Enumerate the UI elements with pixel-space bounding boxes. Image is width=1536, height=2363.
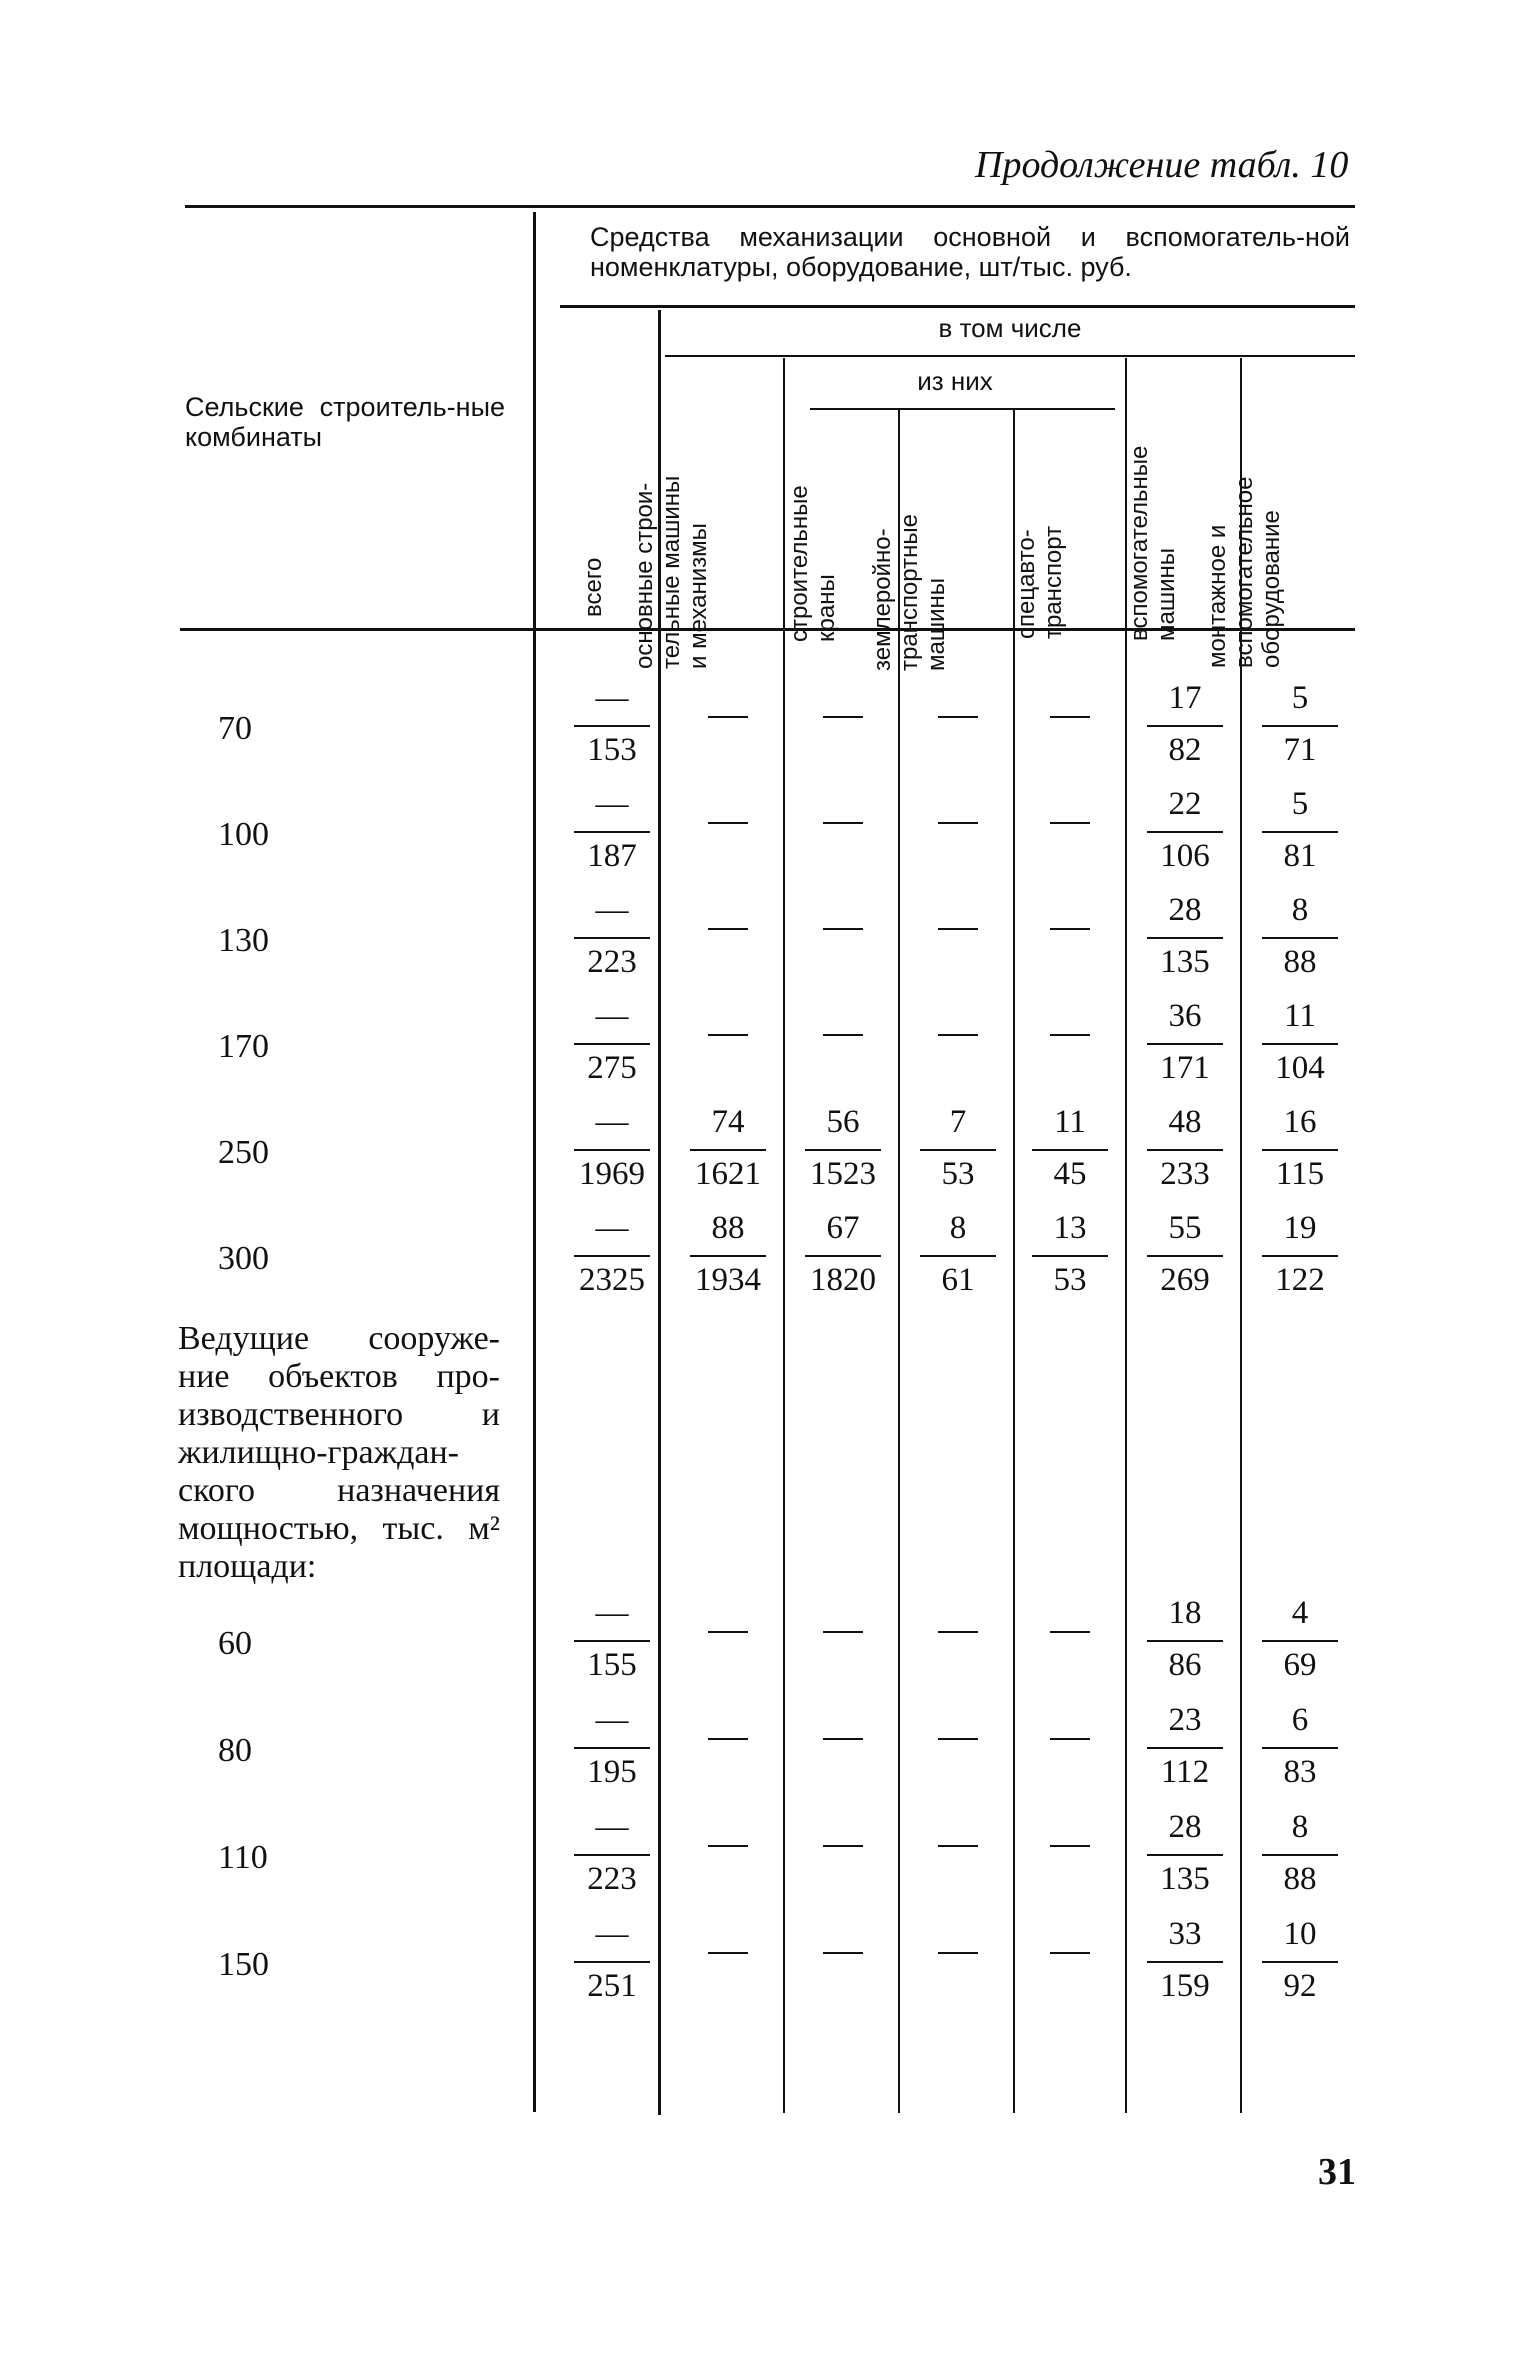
cell-zemle xyxy=(898,998,1018,1098)
fraction-denominator: 135 xyxy=(1160,1861,1210,1897)
main-header: Средства механизации основной и вспомогатель-ной номенклатуры, оборудование, шт/тыс. руб. xyxy=(590,222,1350,282)
col-header-krany-l2: краны xyxy=(813,574,840,642)
empty-dash xyxy=(1050,1738,1090,1740)
fraction-denominator: 92 xyxy=(1283,1968,1317,2004)
fraction-denominator: 86 xyxy=(1168,1647,1202,1683)
fraction-denominator: 153 xyxy=(587,732,637,768)
cell-montazh xyxy=(1240,1104,1360,1204)
fraction-numerator: — xyxy=(595,998,629,1034)
fraction-bar xyxy=(574,1747,650,1749)
fraction-denominator: 61 xyxy=(941,1262,975,1298)
cell-vsego xyxy=(552,1210,672,1310)
row-label: 250 xyxy=(218,1134,269,1171)
cell-vsego xyxy=(552,1702,672,1802)
cell-montazh xyxy=(1240,1210,1360,1310)
fraction-numerator: 74 xyxy=(711,1104,745,1140)
fraction-denominator: 269 xyxy=(1160,1262,1210,1298)
fraction-denominator: 2325 xyxy=(579,1262,645,1298)
col-header-osnovnye-l2: тельные машины xyxy=(658,475,685,669)
cell-vsego xyxy=(552,1916,672,2016)
page-number: 31 xyxy=(1318,2151,1356,2193)
empty-dash xyxy=(823,1631,863,1633)
cell-vsego xyxy=(552,786,672,886)
col-header-montazh-l2: вспомогательное xyxy=(1231,476,1258,668)
fraction-numerator: — xyxy=(595,1210,629,1246)
col-header-spec-l1: спецавто- xyxy=(1013,529,1040,639)
cell-vsego xyxy=(552,1595,672,1695)
empty-dash xyxy=(938,1631,978,1633)
fraction-bar xyxy=(1262,1149,1338,1151)
fraction-denominator: 1969 xyxy=(579,1156,645,1192)
fraction-denominator: 115 xyxy=(1275,1156,1325,1192)
fraction-numerator: — xyxy=(595,680,629,716)
fraction-numerator: — xyxy=(595,1916,629,1952)
cell-montazh xyxy=(1240,786,1360,886)
fraction-bar xyxy=(574,831,650,833)
fraction-numerator: 23 xyxy=(1168,1702,1202,1738)
fraction-numerator: 16 xyxy=(1283,1104,1317,1140)
col-header-zemle-l3: машины xyxy=(923,577,950,671)
fraction-denominator: 159 xyxy=(1160,1968,1210,2004)
cell-zemle xyxy=(898,1210,1018,1310)
row-label: 130 xyxy=(218,922,269,959)
fraction-numerator: 28 xyxy=(1168,892,1202,928)
cell-vspom xyxy=(1125,1916,1245,2016)
cell-osnovnye xyxy=(668,1104,788,1204)
empty-dash xyxy=(708,928,748,930)
fraction-bar xyxy=(574,1640,650,1642)
col-header-spec xyxy=(1013,526,1067,639)
empty-dash xyxy=(823,1034,863,1036)
fraction-denominator: 83 xyxy=(1283,1754,1317,1790)
fraction-bar xyxy=(1147,1640,1223,1642)
cell-krany xyxy=(783,1104,903,1204)
cell-montazh xyxy=(1240,1702,1360,1802)
cell-krany xyxy=(783,1809,903,1909)
cell-vspom xyxy=(1125,1210,1245,1310)
fraction-numerator: 18 xyxy=(1168,1595,1202,1631)
empty-dash xyxy=(1050,716,1090,718)
cell-krany xyxy=(783,680,903,780)
fraction-numerator: 67 xyxy=(826,1210,860,1246)
rule-under-v-tom-chisle xyxy=(665,355,1355,357)
fraction-denominator: 195 xyxy=(587,1754,637,1790)
cell-krany xyxy=(783,1916,903,2016)
empty-dash xyxy=(823,1845,863,1847)
fraction-denominator: 1820 xyxy=(810,1262,876,1298)
col-header-krany-l1: строительные xyxy=(786,485,813,642)
empty-dash xyxy=(938,1034,978,1036)
fraction-denominator: 1523 xyxy=(810,1156,876,1192)
cell-osnovnye xyxy=(668,1595,788,1695)
fraction-bar xyxy=(805,1255,881,1257)
empty-dash xyxy=(823,928,863,930)
fraction-denominator: 187 xyxy=(587,838,637,874)
col-header-zemle xyxy=(869,514,950,671)
fraction-bar xyxy=(690,1149,766,1151)
fraction-numerator: 8 xyxy=(1291,1809,1309,1845)
col-header-osnovnye-l3: и механизмы xyxy=(685,523,712,669)
cell-vspom xyxy=(1125,1595,1245,1695)
fraction-bar xyxy=(574,937,650,939)
col-header-osnovnye xyxy=(631,476,712,669)
col-header-osnovnye-l1: основные строи- xyxy=(631,482,658,669)
fraction-numerator: 7 xyxy=(949,1104,967,1140)
fraction-bar xyxy=(574,1961,650,1963)
fraction-numerator: 48 xyxy=(1168,1104,1202,1140)
empty-dash xyxy=(1050,1631,1090,1633)
fraction-denominator: 223 xyxy=(587,1861,637,1897)
cell-zemle xyxy=(898,1104,1018,1204)
fraction-denominator: 53 xyxy=(941,1156,975,1192)
cell-montazh xyxy=(1240,1809,1360,1909)
cell-spec xyxy=(1010,1210,1130,1310)
fraction-bar xyxy=(1147,1149,1223,1151)
fraction-bar xyxy=(1262,1640,1338,1642)
fraction-bar xyxy=(1147,1961,1223,1963)
fraction-bar xyxy=(805,1149,881,1151)
fraction-denominator: 81 xyxy=(1283,838,1317,874)
cell-spec xyxy=(1010,1916,1130,2016)
fraction-denominator: 171 xyxy=(1160,1050,1210,1086)
cell-spec xyxy=(1010,998,1130,1098)
fraction-bar xyxy=(1147,1854,1223,1856)
empty-dash xyxy=(938,1952,978,1954)
row-label: 150 xyxy=(218,1946,269,1983)
sub-header-v-tom-chisle: в том числе xyxy=(938,313,1082,343)
empty-dash xyxy=(708,1845,748,1847)
cell-zemle xyxy=(898,786,1018,886)
row-label: 170 xyxy=(218,1028,269,1065)
fraction-denominator: 275 xyxy=(587,1050,637,1086)
cell-osnovnye xyxy=(668,1809,788,1909)
cell-osnovnye xyxy=(668,1210,788,1310)
fraction-denominator: 82 xyxy=(1168,732,1202,768)
cell-krany xyxy=(783,1210,903,1310)
empty-dash xyxy=(708,716,748,718)
col-header-vspom xyxy=(1126,446,1180,641)
fraction-bar xyxy=(1147,937,1223,939)
cell-zemle xyxy=(898,680,1018,780)
cell-krany xyxy=(783,1595,903,1695)
empty-dash xyxy=(938,928,978,930)
fraction-numerator: 28 xyxy=(1168,1809,1202,1845)
row-label: 60 xyxy=(218,1625,252,1662)
col-header-spec-l2: транспорт xyxy=(1040,525,1067,639)
empty-dash xyxy=(823,716,863,718)
col-header-krany xyxy=(786,485,840,642)
fraction-bar xyxy=(574,1854,650,1856)
cell-osnovnye xyxy=(668,998,788,1098)
fraction-numerator: — xyxy=(595,1809,629,1845)
cell-zemle xyxy=(898,1702,1018,1802)
fraction-bar xyxy=(1032,1255,1108,1257)
col-header-montazh-l1: монтажное и xyxy=(1204,524,1231,668)
fraction-bar xyxy=(1262,937,1338,939)
fraction-numerator: 4 xyxy=(1291,1595,1309,1631)
cell-montazh xyxy=(1240,998,1360,1098)
fraction-numerator: 5 xyxy=(1291,680,1309,716)
rule-under-main-header xyxy=(560,305,1355,308)
empty-dash xyxy=(938,716,978,718)
cell-spec xyxy=(1010,1595,1130,1695)
empty-dash xyxy=(1050,822,1090,824)
fraction-bar xyxy=(1262,725,1338,727)
fraction-denominator: 155 xyxy=(587,1647,637,1683)
col-header-vspom-l2: машины xyxy=(1153,547,1180,641)
cell-vsego xyxy=(552,1104,672,1204)
fraction-numerator: — xyxy=(595,1702,629,1738)
row-label: 110 xyxy=(218,1839,268,1876)
empty-dash xyxy=(708,1738,748,1740)
section-title-leading-construction: Ведущие сооруже-ние объектов про-изводственного и жилищно-граждан-ского назначения мощностью, тыс. м² площади: xyxy=(178,1320,500,1585)
cell-vspom xyxy=(1125,1702,1245,1802)
col-header-montazh xyxy=(1204,477,1285,668)
empty-dash xyxy=(708,1034,748,1036)
fraction-bar xyxy=(1262,1043,1338,1045)
cell-montazh xyxy=(1240,1916,1360,2016)
fraction-bar xyxy=(1262,1255,1338,1257)
fraction-bar xyxy=(1147,1043,1223,1045)
cell-osnovnye xyxy=(668,892,788,992)
cell-montazh xyxy=(1240,892,1360,992)
fraction-denominator: 71 xyxy=(1283,732,1317,768)
fraction-numerator: 56 xyxy=(826,1104,860,1140)
fraction-denominator: 53 xyxy=(1053,1262,1087,1298)
cell-osnovnye xyxy=(668,1702,788,1802)
cell-vsego xyxy=(552,680,672,780)
empty-dash xyxy=(823,1738,863,1740)
cell-spec xyxy=(1010,1809,1130,1909)
cell-zemle xyxy=(898,1595,1018,1695)
cell-krany xyxy=(783,892,903,992)
col-header-vspom-l1: вспомогательные xyxy=(1126,445,1153,641)
fraction-numerator: 11 xyxy=(1284,998,1316,1034)
fraction-denominator: 104 xyxy=(1275,1050,1325,1086)
cell-spec xyxy=(1010,892,1130,992)
cell-zemle xyxy=(898,1916,1018,2016)
cell-osnovnye xyxy=(668,1916,788,2016)
fraction-bar xyxy=(1262,1854,1338,1856)
fraction-denominator: 112 xyxy=(1160,1754,1210,1790)
fraction-bar xyxy=(1262,831,1338,833)
empty-dash xyxy=(823,822,863,824)
cell-vspom xyxy=(1125,892,1245,992)
fraction-denominator: 135 xyxy=(1160,944,1210,980)
fraction-numerator: 17 xyxy=(1168,680,1202,716)
cell-vsego xyxy=(552,892,672,992)
fraction-numerator: 8 xyxy=(949,1210,967,1246)
cell-montazh xyxy=(1240,680,1360,780)
fraction-numerator: — xyxy=(595,1104,629,1140)
row-header: Сельские строитель-ные комбинаты xyxy=(185,392,505,452)
cell-osnovnye xyxy=(668,786,788,886)
col-header-montazh-l3: оборудование xyxy=(1258,510,1285,668)
cell-spec xyxy=(1010,680,1130,780)
fraction-bar xyxy=(574,1149,650,1151)
row-label: 70 xyxy=(218,710,252,747)
cell-vspom xyxy=(1125,786,1245,886)
fraction-bar xyxy=(574,1043,650,1045)
fraction-numerator: 33 xyxy=(1168,1916,1202,1952)
fraction-denominator: 122 xyxy=(1275,1262,1325,1298)
empty-dash xyxy=(823,1952,863,1954)
fraction-numerator: — xyxy=(595,1595,629,1631)
empty-dash xyxy=(938,822,978,824)
empty-dash xyxy=(708,1631,748,1633)
fraction-numerator: — xyxy=(595,892,629,928)
fraction-bar xyxy=(1262,1747,1338,1749)
fraction-denominator: 251 xyxy=(587,1968,637,2004)
col-header-zemle-l2: транспортные xyxy=(896,514,923,671)
vrule-labels xyxy=(533,212,536,2112)
cell-montazh xyxy=(1240,1595,1360,1695)
cell-vspom xyxy=(1125,998,1245,1098)
fraction-numerator: 19 xyxy=(1283,1210,1317,1246)
rule-under-iz-nih xyxy=(810,408,1115,410)
cell-osnovnye xyxy=(668,680,788,780)
fraction-denominator: 69 xyxy=(1283,1647,1317,1683)
empty-dash xyxy=(708,1952,748,1954)
empty-dash xyxy=(1050,928,1090,930)
empty-dash xyxy=(708,822,748,824)
fraction-denominator: 1934 xyxy=(695,1262,761,1298)
sub-header-iz-nih: из них xyxy=(917,366,993,396)
cell-spec xyxy=(1010,1702,1130,1802)
table-caption: Продолжение табл. 10 xyxy=(975,144,1349,186)
fraction-numerator: 5 xyxy=(1291,786,1309,822)
fraction-numerator: 88 xyxy=(711,1210,745,1246)
cell-vspom xyxy=(1125,1104,1245,1204)
cell-zemle xyxy=(898,1809,1018,1909)
cell-vspom xyxy=(1125,1809,1245,1909)
cell-spec xyxy=(1010,1104,1130,1204)
fraction-numerator: 6 xyxy=(1291,1702,1309,1738)
fraction-bar xyxy=(1147,1255,1223,1257)
cell-spec xyxy=(1010,786,1130,886)
fraction-denominator: 106 xyxy=(1160,838,1210,874)
cell-krany xyxy=(783,1702,903,1802)
fraction-bar xyxy=(1147,725,1223,727)
fraction-bar xyxy=(1262,1961,1338,1963)
fraction-denominator: 223 xyxy=(587,944,637,980)
fraction-bar xyxy=(1147,1747,1223,1749)
fraction-denominator: 1621 xyxy=(695,1156,761,1192)
fraction-bar xyxy=(574,725,650,727)
fraction-numerator: 55 xyxy=(1168,1210,1202,1246)
fraction-bar xyxy=(690,1255,766,1257)
row-label: 300 xyxy=(218,1240,269,1277)
col-header-vsego: всего xyxy=(580,557,607,617)
fraction-numerator: 11 xyxy=(1054,1104,1086,1140)
fraction-numerator: 36 xyxy=(1168,998,1202,1034)
fraction-bar xyxy=(1032,1149,1108,1151)
row-label: 100 xyxy=(218,816,269,853)
cell-vspom xyxy=(1125,680,1245,780)
empty-dash xyxy=(938,1738,978,1740)
cell-krany xyxy=(783,998,903,1098)
fraction-numerator: — xyxy=(595,786,629,822)
empty-dash xyxy=(938,1845,978,1847)
fraction-denominator: 88 xyxy=(1283,944,1317,980)
fraction-numerator: 13 xyxy=(1053,1210,1087,1246)
empty-dash xyxy=(1050,1845,1090,1847)
row-label: 80 xyxy=(218,1732,252,1769)
fraction-numerator: 22 xyxy=(1168,786,1202,822)
cell-vsego xyxy=(552,1809,672,1909)
fraction-bar xyxy=(920,1149,996,1151)
fraction-bar xyxy=(574,1255,650,1257)
fraction-bar xyxy=(920,1255,996,1257)
fraction-denominator: 88 xyxy=(1283,1861,1317,1897)
col-header-zemle-l1: землеройно- xyxy=(869,528,896,671)
fraction-bar xyxy=(1147,831,1223,833)
fraction-numerator: 10 xyxy=(1283,1916,1317,1952)
fraction-numerator: 8 xyxy=(1291,892,1309,928)
empty-dash xyxy=(1050,1034,1090,1036)
cell-krany xyxy=(783,786,903,886)
fraction-denominator: 233 xyxy=(1160,1156,1210,1192)
cell-vsego xyxy=(552,998,672,1098)
empty-dash xyxy=(1050,1952,1090,1954)
top-rule xyxy=(185,205,1355,208)
cell-zemle xyxy=(898,892,1018,992)
fraction-denominator: 45 xyxy=(1053,1156,1087,1192)
